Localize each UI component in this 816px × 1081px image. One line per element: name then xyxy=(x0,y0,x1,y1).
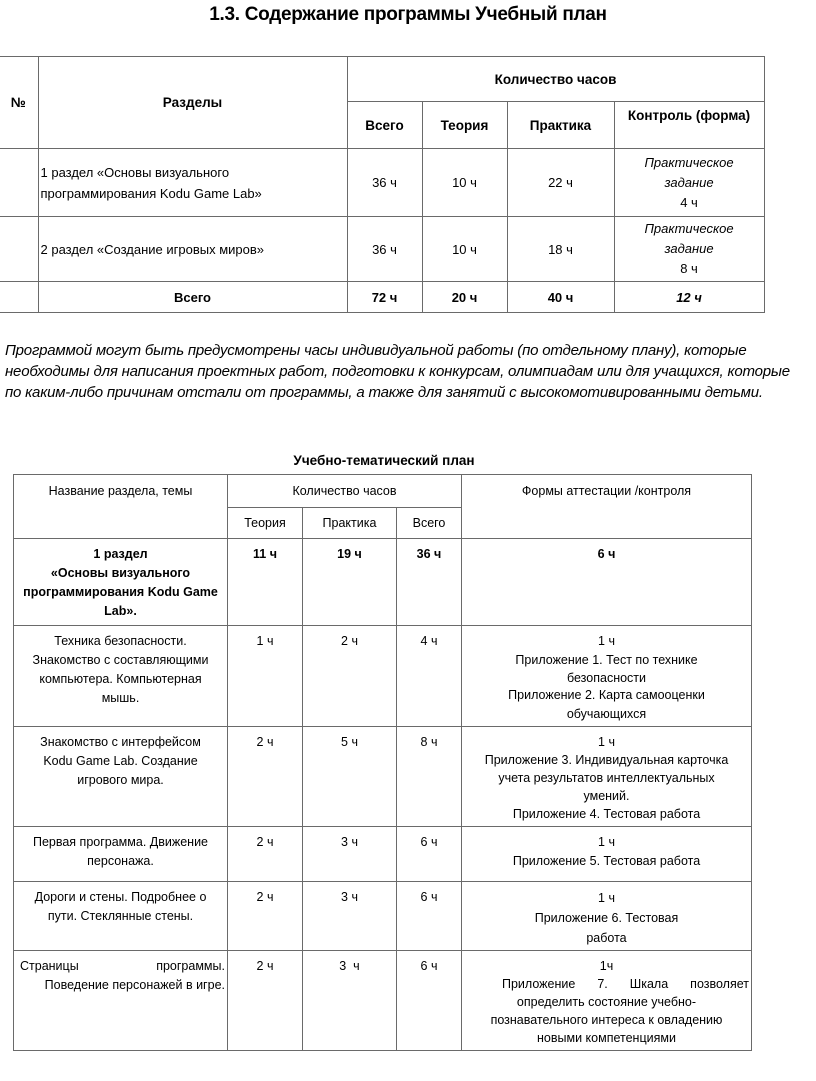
section-forms: 6 ч xyxy=(462,539,752,626)
control-hours: 8 ч xyxy=(680,261,698,276)
table-row xyxy=(0,149,764,217)
name-line: Дороги и стены. Подробнее о xyxy=(34,890,207,904)
forms-line: определить состояние учебно- xyxy=(516,995,697,1009)
header-hours-group: Количество часов xyxy=(228,475,462,508)
section-theory: 11 ч xyxy=(228,539,303,626)
totals-total: 72 ч xyxy=(347,282,422,313)
control-text: задание xyxy=(664,241,714,256)
name-line: программирования Kodu Game xyxy=(23,585,218,599)
note-paragraph: Программой могут быть предусмотрены часы индивидуальной работы (по отдельному плану), которые необходимы для написания проектных работ, подготовки к конкурсам, олимпиадам или для учащихся, которые по каким-либо причинам отстали от программы, а также для занятий с высокомотивированными детьми. xyxy=(5,342,790,401)
control-text: Практическое xyxy=(644,221,734,236)
forms-line: безопасности xyxy=(566,671,647,685)
forms-line: Приложение 7. Шкала позволяет xyxy=(502,977,749,991)
thematic-plan-title: Учебно-тематический план xyxy=(293,453,475,468)
topic-forms xyxy=(462,882,752,951)
header-theory: Теория xyxy=(228,508,303,539)
header-hours-group: Количество часов xyxy=(347,57,764,102)
topic-name xyxy=(14,882,228,951)
name-line: Kodu Game Lab. Создание xyxy=(43,754,198,768)
topic-forms xyxy=(462,727,752,827)
topic-theory: 1 ч xyxy=(228,626,303,727)
topic-practice: 3 ч xyxy=(303,951,397,1051)
forms-line: Приложение 4. Тестовая работа xyxy=(512,807,701,821)
topic-practice: 2 ч xyxy=(303,626,397,727)
name-line: Знакомство с составляющими xyxy=(32,653,209,667)
section-line: 1 раздел «Основы визуального xyxy=(40,164,230,180)
row-control xyxy=(614,217,764,282)
forms-line: умений. xyxy=(583,789,630,803)
table-row xyxy=(14,626,752,727)
name-line: персонажа. xyxy=(87,854,154,868)
forms-line: Приложение 2. Карта самооценки xyxy=(508,688,705,702)
topic-forms xyxy=(462,827,752,882)
name-line: Поведение персонажей в игре. xyxy=(44,978,225,992)
section-total: 36 ч xyxy=(397,539,462,626)
row-theory: 10 ч xyxy=(422,217,507,282)
section-row xyxy=(14,539,752,626)
forms-line: 1 ч xyxy=(598,735,615,749)
row-number xyxy=(0,217,38,282)
curriculum-table xyxy=(0,56,765,313)
topic-name xyxy=(14,951,228,1051)
name-line: Страницы программы. xyxy=(20,959,225,973)
name-line: мышь. xyxy=(101,691,140,705)
forms-line: новыми компетенциями xyxy=(537,1031,676,1045)
row-total: 36 ч xyxy=(347,149,422,217)
header-total: Всего xyxy=(397,508,462,539)
topic-theory: 2 ч xyxy=(228,882,303,951)
row-total: 36 ч xyxy=(347,217,422,282)
header-practice: Практика xyxy=(303,508,397,539)
forms-line: Приложение 3. Индивидуальная карточка xyxy=(484,753,729,767)
row-section: 2 раздел «Создание игровых миров» xyxy=(38,217,347,282)
header-sections: Разделы xyxy=(38,57,347,149)
control-text: Практическое xyxy=(644,154,734,170)
totals-control: 12 ч xyxy=(614,282,764,313)
totals-theory: 20 ч xyxy=(422,282,507,313)
topic-forms xyxy=(462,626,752,727)
header-practice: Практика xyxy=(507,102,614,149)
row-number xyxy=(0,149,38,217)
topic-theory: 2 ч xyxy=(228,727,303,827)
forms-line: Приложение 6. Тестовая xyxy=(534,911,679,925)
topic-practice: 3 ч xyxy=(303,827,397,882)
header-total: Всего xyxy=(347,102,422,149)
header-control: Контроль (форма) xyxy=(614,102,764,149)
totals-row xyxy=(0,282,764,313)
topic-total: 8 ч xyxy=(397,727,462,827)
name-line: 1 раздел xyxy=(93,547,148,561)
control-hours: 4 ч xyxy=(680,194,698,210)
topic-total: 4 ч xyxy=(397,626,462,727)
topic-name xyxy=(14,727,228,827)
forms-line: 1 ч xyxy=(598,634,615,648)
forms-line: учета результатов интеллектуальных xyxy=(498,771,715,785)
section-line: программирования Kodu Game Lab» xyxy=(40,185,262,201)
row-section xyxy=(38,149,347,217)
forms-line: познавательного интереса к овладению xyxy=(490,1013,723,1027)
name-line: игрового мира. xyxy=(77,773,164,787)
topic-practice: 3 ч xyxy=(303,882,397,951)
topic-name xyxy=(14,626,228,727)
table-row xyxy=(14,951,752,1051)
forms-line: 1 ч xyxy=(598,835,615,849)
name-line: компьютера. Компьютерная xyxy=(39,672,202,686)
topic-total: 6 ч xyxy=(397,951,462,1051)
name-line: «Основы визуального xyxy=(50,566,191,580)
section-name xyxy=(14,539,228,626)
page-title: 1.3. Содержание программы Учебный план xyxy=(209,4,607,25)
forms-line: обучающихся xyxy=(566,707,647,721)
control-text: задание xyxy=(664,174,714,190)
topic-forms xyxy=(462,951,752,1051)
header-theory: Теория xyxy=(422,102,507,149)
name-line: Знакомство с интерфейсом xyxy=(40,735,201,749)
topic-practice: 5 ч xyxy=(303,727,397,827)
table-row xyxy=(14,827,752,882)
forms-line: Приложение 1. Тест по технике xyxy=(515,653,698,667)
topic-name xyxy=(14,827,228,882)
topic-total: 6 ч xyxy=(397,827,462,882)
header-number: № xyxy=(0,57,38,149)
section-practice: 19 ч xyxy=(303,539,397,626)
header-name: Название раздела, темы xyxy=(14,475,228,539)
forms-line: 1 ч xyxy=(598,891,615,905)
topic-theory: 2 ч xyxy=(228,827,303,882)
forms-line: Приложение 5. Тестовая работа xyxy=(512,854,701,868)
topic-theory: 2 ч xyxy=(228,951,303,1051)
row-control xyxy=(614,149,764,217)
header-forms: Формы аттестации /контроля xyxy=(462,475,752,539)
totals-practice: 40 ч xyxy=(507,282,614,313)
name-line: Первая программа. Движение xyxy=(32,835,209,849)
name-line: Техника безопасности. xyxy=(54,634,187,648)
row-practice: 22 ч xyxy=(507,149,614,217)
topic-total: 6 ч xyxy=(397,882,462,951)
forms-line: работа xyxy=(586,931,627,945)
forms-line: 1ч xyxy=(599,959,614,973)
totals-label: Всего xyxy=(38,282,347,313)
row-practice: 18 ч xyxy=(507,217,614,282)
table-row xyxy=(14,882,752,951)
row-theory: 10 ч xyxy=(422,149,507,217)
thematic-plan-table xyxy=(13,474,752,1051)
name-line: Lab». xyxy=(104,604,137,618)
table-row xyxy=(14,727,752,827)
table-row xyxy=(0,217,764,282)
totals-number xyxy=(0,282,38,313)
name-line: пути. Стеклянные стены. xyxy=(47,909,194,923)
